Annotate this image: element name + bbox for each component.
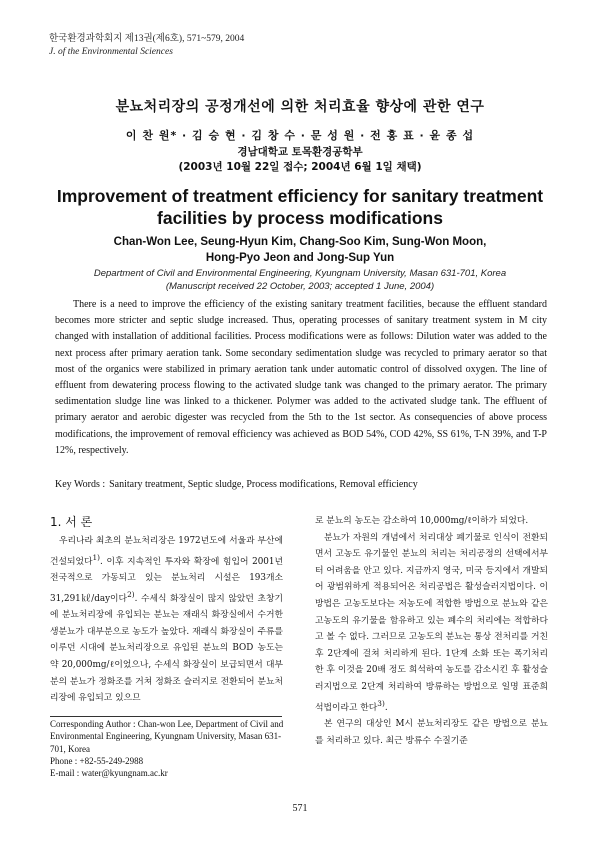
intro-text-1: 우리나라 최초의 분뇨처리장은 1972년도에 서울과 부산에 건설되었다 [50, 536, 283, 567]
keywords-label: Key Words : [55, 479, 106, 490]
footnote-divider [50, 716, 282, 717]
intro-paragraph-1 [50, 533, 283, 707]
abstract: There is a need to improve the efficiency of the existing sanitary treatment facilities, because the effluent standard becomes more stricter and septic sludge increased. Thus, operating processes of sanitary treatment system in M city changed with installation of additional facilities. Process modifications were as follows: Dilution water was added to the next process after primary aeration tank. Some secondary sedimentation sludge was recycled to primary aerator so that most of the organics were stabilized in primary aeration tank under automatic control of dissolved oxygen. The line of effluent from dewatering process flowing to the activated sludge tank was changed to the primary aerator. The primary sedimentation sludge line was linked to a thickener. Polymer was added to the activated sludge tank. The effluent of primary aerator and aerobic digester was recycled from the 5th to the 1st sector. As consequencies of above process modifications, the improvement of removal efficiency was achieved as BOD 54%, COD 42%, SS 61%, T-N 39%, and T-P 12%, respectively. [55, 299, 547, 456]
english-title [30, 185, 570, 229]
journal-header [49, 33, 244, 59]
korean-authors: 이 찬 원* · 김 승 현 · 김 창 수 · 문 성 원 · 전 홍 표 · 윤 종 섭 [125, 129, 475, 142]
section-heading-introduction: 1. 서 론 [50, 515, 93, 529]
intro-text-3: . 수세식 화장실이 많지 않았던 초창기에 분뇨처리장에 유입되는 분뇨는 재래식 화장실에서 수거한 생분뇨가 대부분으로 농도가 높았다. 재래식 화장실이 주류를 이루던 시대에 분뇨처리장으로 유입된 분뇨의 BOD 농도는 약 20,000mg/ℓ이었으나, 수세식 화장실이 보급되면서 대부분의 분뇨가 정화조를 거쳐 정화조 슬러지로 전환되어 분뇨처리장에 유입되고 있으므 [50, 593, 284, 704]
reference-3: 3) [377, 698, 385, 708]
english-authors-line-1: Chan-Won Lee, Seung-Hyun Kim, Chang-Soo Kim, Sung-Won Moon, [113, 236, 487, 248]
english-authors [30, 234, 570, 266]
page-number: 571 [292, 803, 308, 814]
reference-2: 2) [127, 589, 135, 599]
footnote-email: E-mail : water@kyungnam.ac.kr [50, 768, 168, 779]
korean-affiliation: 경남대학교 토목환경공학부 [237, 146, 363, 158]
english-dates: (Manuscript received 22 October, 2003; accepted 1 June, 2004) [165, 281, 435, 292]
intro-text-2: . 이후 지속적인 투자와 확장에 힘입어 2001년 전국적으로 가동되고 있는 분뇨처리 시설은 193개소 31,291㎘/day이다 [50, 556, 283, 604]
english-affiliation: Department of Civil and Environmental Engineering, Kyungnam University, Masan 631-701, Korea [93, 268, 507, 279]
footnote-author: Corresponding Author : Chan-won Lee, Department of Civil and Environmental Engineering, Kyungnam University, Masan 631-701, Korea [50, 719, 284, 754]
intro-paragraph-2 [315, 530, 548, 716]
keywords-list: Sanitary treatment, Septic sludge, Process modifications, Removal efficiency [109, 479, 418, 490]
footnote [50, 718, 290, 779]
right-column [315, 513, 548, 749]
english-affiliation-block [30, 267, 570, 293]
korean-title: 분뇨처리장의 공정개선에 의한 처리효율 향상에 관한 연구 [115, 99, 485, 115]
english-title-line-2: facilities by process modifications [157, 208, 443, 228]
intro-paragraph-2-end: . [384, 702, 388, 713]
keywords [55, 478, 547, 492]
journal-name-english: J. of the Environmental Sciences [49, 47, 173, 57]
intro-paragraph-3: 본 연구의 대상인 M시 분뇨처리장도 같은 방법으로 분뇨를 처리하고 있다. 최근 방류수 수질기준 [315, 719, 548, 746]
intro-paragraph-1-continued: 로 분뇨의 농도는 감소하여 10,000mg/ℓ이하가 되었다. [315, 516, 529, 526]
english-title-line-1: Improvement of treatment efficiency for sanitary treatment [56, 186, 544, 206]
left-column [50, 513, 283, 707]
korean-dates: (2003년 10월 22일 접수; 2004년 6월 1일 채택) [178, 161, 422, 173]
reference-1: 1) [92, 552, 101, 562]
journal-name-korean: 한국환경과학회지 제13권(제6호), 571~579, 2004 [49, 34, 245, 44]
intro-paragraph-2-text: 분뇨가 자원의 개념에서 처리대상 폐기물로 인식이 전환되면서 고농도 유기물인 분뇨의 처리는 처리공정의 선택에서부터 어려움을 안고 있다. 지금까지 영국, 미국 등지에서 개발되어 광범위하게 적용되어온 처리공법은 활성슬러지법이다. 이 방법은 고농도보다는 저농도에 적합한 방법으로 분뇨와 같은 고농도의 유기물을 함유하고 있는 폐수의 처리에는 적합하다고 볼 수 없다. 그러므로 고농도의 분뇨는 통상 전처리를 거친 후 2단계에 걸쳐 처리하게 된다. 1단계 소화 또는 폭기처리 한 후 이것을 20배 정도 희석하여 농도를 감소시킨 후 활성슬러지법으로 2단계 처리하여 방류하는 방법으로 일명 표준희석법이라고 한다 [315, 532, 548, 713]
footnote-phone: Phone : +82-55-249-2988 [50, 755, 144, 766]
english-authors-line-2: Hong-Pyo Jeon and Jong-Sup Yun [205, 252, 395, 264]
